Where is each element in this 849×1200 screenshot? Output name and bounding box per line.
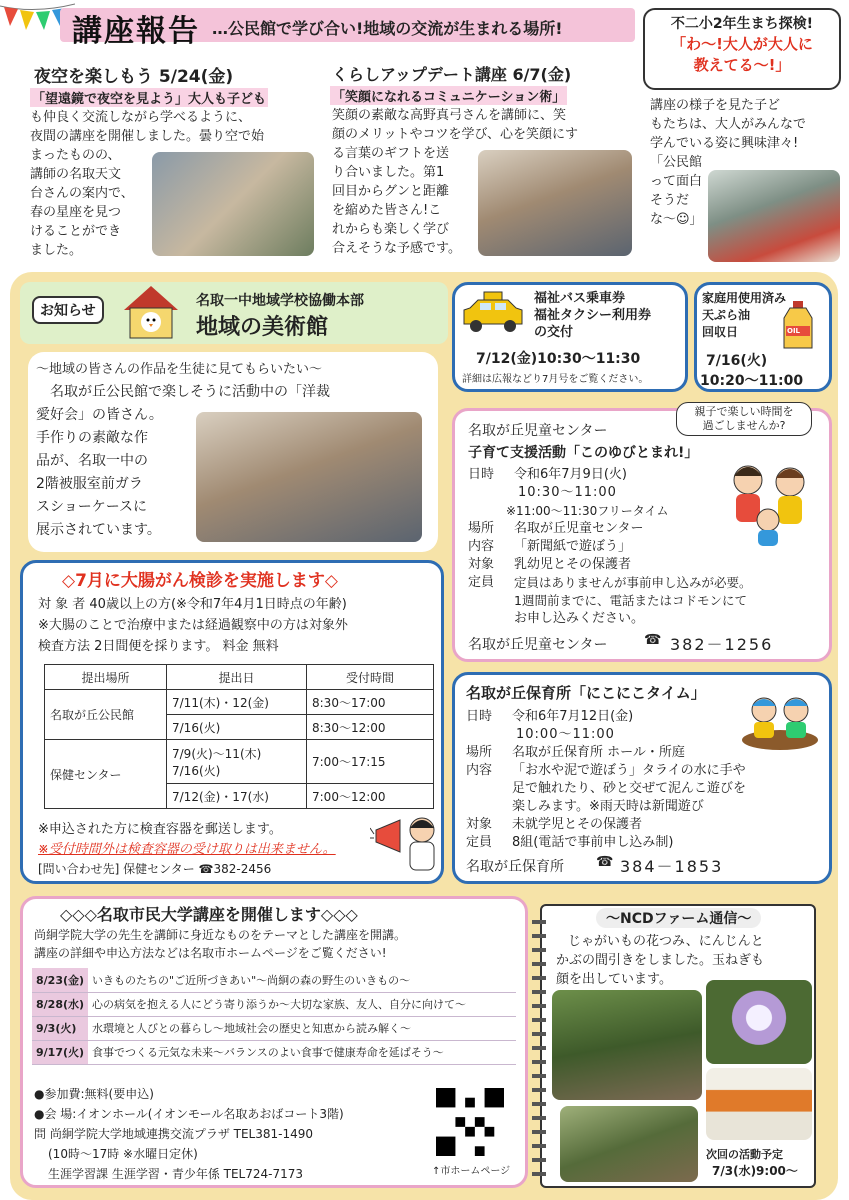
oil-line1: 家庭用使用済み — [702, 291, 787, 305]
course-title-1: いきものたちの"ご近所づきあい"～尚絅の森の野生のいきもの～ — [88, 968, 516, 992]
univ-contact3: 生涯学習課 生涯学習・青少年係 TEL724-7173 — [48, 1167, 304, 1181]
hoiku-val-3: 名取が丘保育所 ホール・所庭 — [512, 745, 685, 760]
exam-row1-time: 8:30～17:00 — [307, 690, 434, 715]
exam-place-2: 保健センター — [45, 740, 167, 809]
exam-header-time: 受付時間 — [307, 665, 434, 690]
hoiku-val-7: 未就学児とその保護者 — [512, 817, 643, 832]
kids-photo — [708, 170, 840, 262]
course-table — [32, 968, 516, 1065]
article2-line7: れからも楽しく学び — [332, 222, 450, 237]
kids-val-6: 乳幼児とその保護者 — [514, 557, 632, 572]
oil-lines — [702, 290, 786, 341]
course-title-2: 心の病気を抱える人にどう寄り添うか～大切な家族、友人、自分に向けて～ — [88, 992, 516, 1016]
oil-date2: 10:20～11:00 — [700, 373, 804, 389]
hoikusho-details — [466, 708, 826, 852]
workshop-photo — [478, 150, 632, 256]
kids-val-3: ※11:00～11:30フリータイム — [506, 504, 669, 518]
kids-key-8 — [468, 592, 514, 610]
notice-badge: お知らせ — [32, 296, 104, 324]
article1-line1: も仲良く交流しながら学べるように、 — [30, 110, 252, 125]
univ-contact2: (10時～17時 ※水曜日定休) — [48, 1147, 198, 1161]
exam-line3: 検査方法 2日間便を採ります。 料金 無料 — [38, 639, 279, 654]
course-title-4: 食事でつくる元気な未来～バランスのよい食事で健康寿命を延ばそう～ — [88, 1040, 516, 1064]
ncd-line1: じゃがいもの花つみ、にんじんと — [568, 934, 764, 949]
notice-line1: ～地域の皆さんの作品を生徒に見てもらいたい～ — [36, 362, 323, 377]
kids-val-2: 10:30～11:00 — [518, 485, 617, 500]
univ-intro-2: 講座の詳細や申込方法などは名取市ホームページをご覧ください! — [34, 946, 387, 960]
course-title-3: 水環境と人びとの暮らし～地域社会の歴史と知恵から読み解く～ — [88, 1016, 516, 1040]
kids-key-6: 対象 — [468, 557, 495, 572]
house-icon — [122, 284, 180, 340]
article1-line6: 春の星座を見つ — [30, 205, 122, 220]
article2-line5: 回目からグンと距離 — [332, 184, 450, 199]
hoiku-key-5 — [466, 780, 512, 798]
article1-title: 夜空を楽しもう 5/24(金) — [34, 67, 234, 87]
ncd-line3: 顔を出しています。 — [556, 972, 672, 987]
hoiku-val-2: 10:00～11:00 — [516, 727, 615, 742]
bus-line2: 福祉タクシー利用券 — [534, 308, 652, 323]
hoiku-val-8: 8組(電話で事前申し込み制) — [512, 835, 674, 850]
taxi-icon — [460, 290, 526, 336]
course-date-1: 8/23(金) — [32, 968, 88, 992]
phone-icon-2: ☎ — [596, 854, 614, 870]
phone-icon: ☎ — [644, 632, 662, 648]
notice-line3: 愛好会」の皆さん。 — [36, 407, 163, 423]
notice-title: 地域の美術館 — [196, 315, 329, 340]
kids-val-4: 名取が丘児童センター — [514, 521, 644, 536]
exam-note2: ※受付時間外は検査容器の受け取りは出来ません。 — [38, 842, 336, 857]
exam-title: ◇7月に大腸がん検診を実施します◇ — [62, 571, 338, 591]
article2-line2: 顔のメリットやコツを学び、心を笑顔にす — [332, 127, 578, 142]
kids-key-4: 場所 — [468, 521, 495, 536]
onion-field-photo — [560, 1106, 698, 1182]
hoiku-key-4: 内容 — [466, 763, 493, 778]
farm-work-photo — [552, 990, 702, 1100]
hoikusho-tel-name: 名取が丘保育所 — [466, 859, 564, 875]
hoikusho-title: 名取が丘保育所「にこにこタイム」 — [466, 684, 706, 702]
kids-val-5: 「新聞紙で遊ぼう」 — [514, 539, 632, 554]
callout-line2: 「わ～!大人が大人に — [671, 35, 813, 53]
kids-bubble — [676, 402, 812, 436]
hoiku-key-2 — [466, 726, 516, 744]
children-illustration — [718, 458, 818, 548]
notice-line7: スショーケースに — [36, 499, 148, 515]
kids-tel-name: 名取が丘児童センター — [468, 637, 608, 653]
article1-line2: 夜間の講座を開催しました。曇り空で始 — [30, 129, 265, 144]
page-title: 講座報告 — [72, 14, 200, 49]
article2-line1: 笑顔の素敵な高野真弓さんを講師に、笑 — [332, 108, 567, 123]
article1-line8: ました。 — [30, 243, 83, 258]
exam-contact: [問い合わせ先] 保健センター ☎382-2456 — [38, 862, 272, 876]
kids-val-8: 1週間前までに、電話またはコドモンにて — [514, 593, 747, 608]
hoiku-key-1: 日時 — [466, 709, 493, 724]
bus-line1: 福祉バス乗車券 — [534, 291, 626, 306]
kids-key-2 — [468, 484, 518, 502]
ncd-next1: 次回の活動予定 — [706, 1148, 783, 1161]
notice-org: 名取一中地域学校協働本部 — [196, 293, 364, 309]
hoiku-key-8: 定員 — [466, 835, 493, 850]
exam-place-1: 名取が丘公民館 — [45, 690, 167, 740]
article2-line3: る言葉のギフトを送 — [332, 146, 450, 161]
bus-lines — [534, 290, 651, 341]
notice-line4: 手作りの素敵な作 — [36, 430, 148, 446]
sewing-club-photo — [196, 412, 422, 542]
callout-body-7: な～☺」 — [650, 212, 703, 227]
univ-intro-1: 尚絅学院大学の先生を講師に身近なものをテーマとした講座を開講。 — [34, 928, 407, 942]
callout-body-2: もたちは、大人がみんなで — [650, 117, 807, 132]
article1-line7: けることができ — [30, 224, 122, 239]
article2-line8: 合えそうな予感です。 — [332, 241, 461, 256]
callout-body-4: 「公民館 — [650, 155, 703, 170]
kids-center-name: 名取が丘児童センター — [468, 423, 608, 439]
exam-table — [44, 664, 434, 809]
oil-line2: 天ぷら油 — [702, 308, 751, 322]
oil-bottle-label: OIL — [787, 327, 801, 335]
hoiku-val-4: 「お水や泥で遊ぼう」タライの水に手や — [512, 763, 746, 778]
potato-flower-photo — [706, 980, 812, 1064]
article2-line4: り合いました。第1 — [332, 165, 445, 180]
ncd-line2: かぶの間引きをしました。玉ねぎも — [556, 953, 765, 968]
univ-title: ◇◇◇名取市民大学講座を開催します◇◇◇ — [60, 905, 358, 924]
exam-header-place: 提出場所 — [45, 665, 167, 690]
notice-line2: 名取が丘公民館で楽しそうに活動中の「洋裁 — [50, 384, 330, 400]
callout-body-3: 学んでいる姿に興味津々! — [650, 136, 799, 151]
callout-line3: 教えてる～!」 — [693, 56, 791, 74]
exam-line1: 対 象 者 40歳以上の方(※令和7年4月1日時点の年齢) — [38, 597, 347, 612]
bus-line3: の交付 — [534, 325, 574, 340]
night-sky-photo — [152, 152, 314, 256]
univ-contact1: 問 尚絅学院大学地域連携交流プラザ TEL381-1490 — [34, 1127, 314, 1141]
article1-line5: 台さんの案内で、 — [30, 186, 134, 201]
kids-key-5: 内容 — [468, 539, 495, 554]
callout-line1: 不二小2年生まち探検! — [670, 16, 814, 32]
kids-activity: 子育て支援活動「このゆびとまれ!」 — [468, 445, 699, 461]
ncd-next2: 7/3(水)9:00～ — [712, 1164, 798, 1178]
page-subtitle: …公民館で学び合い!地域の交流が生まれる場所! — [212, 19, 563, 38]
exam-row2-date: 7/16(火) — [167, 715, 307, 740]
hoiku-val-5: 足で触れたり、砂と交ぜて泥んこ遊びを — [512, 781, 747, 796]
callout-body-1: 講座の様子を見た子ど — [650, 98, 781, 113]
exam-row2-time: 8:30～12:00 — [307, 715, 434, 740]
exam-row1-date: 7/11(木)・12(金) — [167, 690, 307, 715]
kids-val-1: 令和6年7月9日(火) — [514, 467, 627, 482]
kids-val-9: お申し込みください。 — [514, 611, 645, 626]
exam-header-date: 提出日 — [167, 665, 307, 690]
exam-row3-date: 7/9(火)～11(木) 7/16(火) — [167, 740, 307, 784]
bus-note: 詳細は広報などり7月号をご覧ください。 — [462, 374, 649, 385]
kids-key-3 — [468, 502, 506, 520]
course-date-4: 9/17(火) — [32, 1040, 88, 1064]
kids-key-1: 日時 — [468, 467, 495, 482]
univ-venue: ●会 場:イオンホール(イオンモール名取あおばコート3階) — [34, 1107, 344, 1121]
kids-val-7: 定員はありませんが事前申し込みが必要。 — [514, 575, 752, 590]
article1-line3: まったものの、 — [30, 148, 121, 163]
kids-key-7: 定員 — [468, 575, 495, 590]
hoiku-key-3: 場所 — [466, 745, 493, 760]
univ-footer — [34, 1084, 344, 1184]
article2-sub: 「笑顔になれるコミュニケーション術」 — [330, 86, 567, 105]
ncd-title: ～NCDファーム通信～ — [596, 908, 761, 928]
course-date-3: 9/3(火) — [32, 1016, 88, 1040]
bus-date: 7/12(金)10:30～11:30 — [476, 351, 641, 367]
kids-bubble-line2: 過ごしませんか? — [702, 419, 786, 432]
oil-line3: 回収日 — [702, 325, 739, 339]
hoikusho-tel: 384－1853 — [620, 857, 724, 876]
exam-row3-time: 7:00～17:15 — [307, 740, 434, 784]
notice-line5: 品が、名取一中の — [36, 453, 148, 469]
exam-info — [38, 594, 348, 657]
kids-bubble-line1: 親子で楽しい時間を — [694, 405, 794, 418]
oil-date1: 7/16(火) — [706, 353, 768, 369]
hoiku-key-7: 対象 — [466, 817, 493, 832]
exam-row4-time: 7:00～12:00 — [307, 784, 434, 809]
exam-line2: ※大腸のことで治療中または経過観察中の方は対象外 — [38, 618, 348, 633]
hoiku-val-6: 楽しみます。※雨天時は新聞遊び — [512, 799, 704, 814]
course-date-2: 8/28(水) — [32, 992, 88, 1016]
article1-sub: 「望遠鏡で夜空を見よう」大人も子ども — [30, 88, 268, 107]
ncd-spiral — [532, 920, 546, 1180]
article2-line6: を縮めた皆さん!こ — [332, 203, 442, 218]
carrot-turnip-photo — [706, 1068, 812, 1140]
univ-fee: ●参加費:無料(要申込) — [34, 1087, 154, 1101]
oil-bottle-icon — [780, 300, 816, 350]
article2-title: くらしアップデート講座 6/7(金) — [332, 65, 572, 84]
callout-body-6: そうだ — [650, 193, 690, 208]
callout-box — [643, 8, 841, 90]
callout-body-5: って面白 — [650, 174, 703, 189]
univ-intro — [34, 926, 406, 962]
exam-note1: ※申込された方に検査容器を郵送します。 — [38, 822, 282, 837]
exam-row4-date: 7/12(金)・17(水) — [167, 784, 307, 809]
kids-key-9 — [468, 610, 514, 628]
article1-line4: 講師の名取天文 — [30, 167, 122, 182]
qr-label: ↑市ホームページ — [432, 1166, 511, 1177]
kids-tel: 382－1256 — [670, 635, 774, 654]
notice-line8: 展示されています。 — [36, 522, 161, 538]
megaphone-icon — [370, 808, 440, 872]
hoiku-key-6 — [466, 798, 512, 816]
qr-code-icon[interactable] — [436, 1088, 504, 1156]
notice-line6: 2階被服室前ガラ — [36, 476, 143, 492]
hoiku-val-1: 令和6年7月12日(金) — [512, 709, 634, 724]
